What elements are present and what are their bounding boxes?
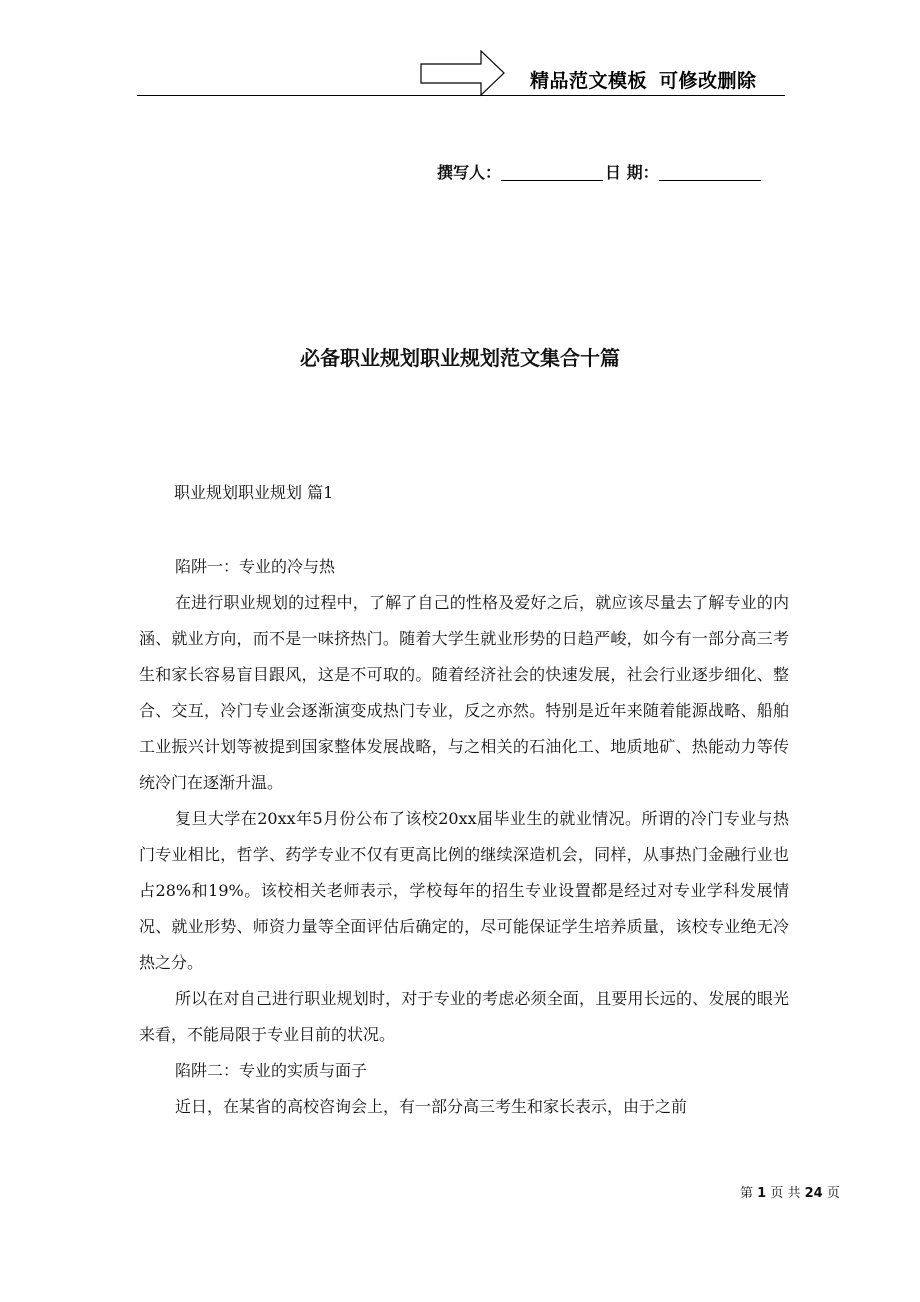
header-label <box>530 66 757 93</box>
header-divider <box>137 95 785 96</box>
author-date-line <box>437 160 763 183</box>
author-label: 撰写人： <box>437 163 502 182</box>
body-content <box>139 549 789 1125</box>
section-subtitle: 职业规划职业规划 篇1 <box>174 483 334 502</box>
date-label: 日 期： <box>605 163 659 182</box>
paragraph: 陷阱一：专业的冷与热 <box>175 557 336 576</box>
header-label-2: 可修改删除 <box>659 70 757 92</box>
page-total: 24 <box>804 1186 823 1201</box>
footer-prefix: 第 <box>740 1186 754 1201</box>
footer-middle: 页 共 <box>770 1186 801 1201</box>
header-label-1: 精品范文模板 <box>530 70 648 92</box>
paragraph: 近日，在某省的高校咨询会上，有一部分高三考生和家长表示，由于之前 <box>175 1097 688 1116</box>
date-blank[interactable] <box>659 164 761 181</box>
page-footer <box>740 1182 840 1201</box>
paragraph: 陷阱二：专业的实质与面子 <box>175 1061 368 1080</box>
paragraph: 复旦大学在20xx年5月份公布了该校20xx届毕业生的就业情况。所谓的冷门专业与热门专业相比，哲学、药学专业不仅有更高比例的继续深造机会，同样，从事热门金融行业也占28%和19%。该校相关老师表示，学校每年的招生专业设置都是经过对专业学科发展情况、就业形势、师资力量等全面评估后确定的，尽可能保证学生培养质量，该校专业绝无冷热之分。 <box>139 809 789 972</box>
author-blank[interactable] <box>501 164 603 181</box>
page-number: 1 <box>757 1186 767 1201</box>
footer-suffix: 页 <box>826 1186 840 1201</box>
document-title: 必备职业规划职业规划范文集合十篇 <box>300 346 620 370</box>
arrow-right-icon <box>420 50 506 98</box>
paragraph: 在进行职业规划的过程中，了解了自己的性格及爱好之后，就应该尽量去了解专业的内涵、就业方向，而不是一味挤热门。随着大学生就业形势的日趋严峻，如今有一部分高三考生和家长容易盲目跟风，这是不可取的。随着经济社会的快速发展，社会行业逐步细化、整合、交互，冷门专业会逐渐演变成热门专业，反之亦然。特别是近年来随着能源战略、船舶工业振兴计划等被提到国家整体发展战略，与之相关的石油化工、地质地矿、热能动力等传统冷门在逐渐升温。 <box>139 593 789 792</box>
paragraph: 所以在对自己进行职业规划时，对于专业的考虑必须全面，且要用长远的、发展的眼光来看，不能局限于专业目前的状况。 <box>139 989 789 1044</box>
